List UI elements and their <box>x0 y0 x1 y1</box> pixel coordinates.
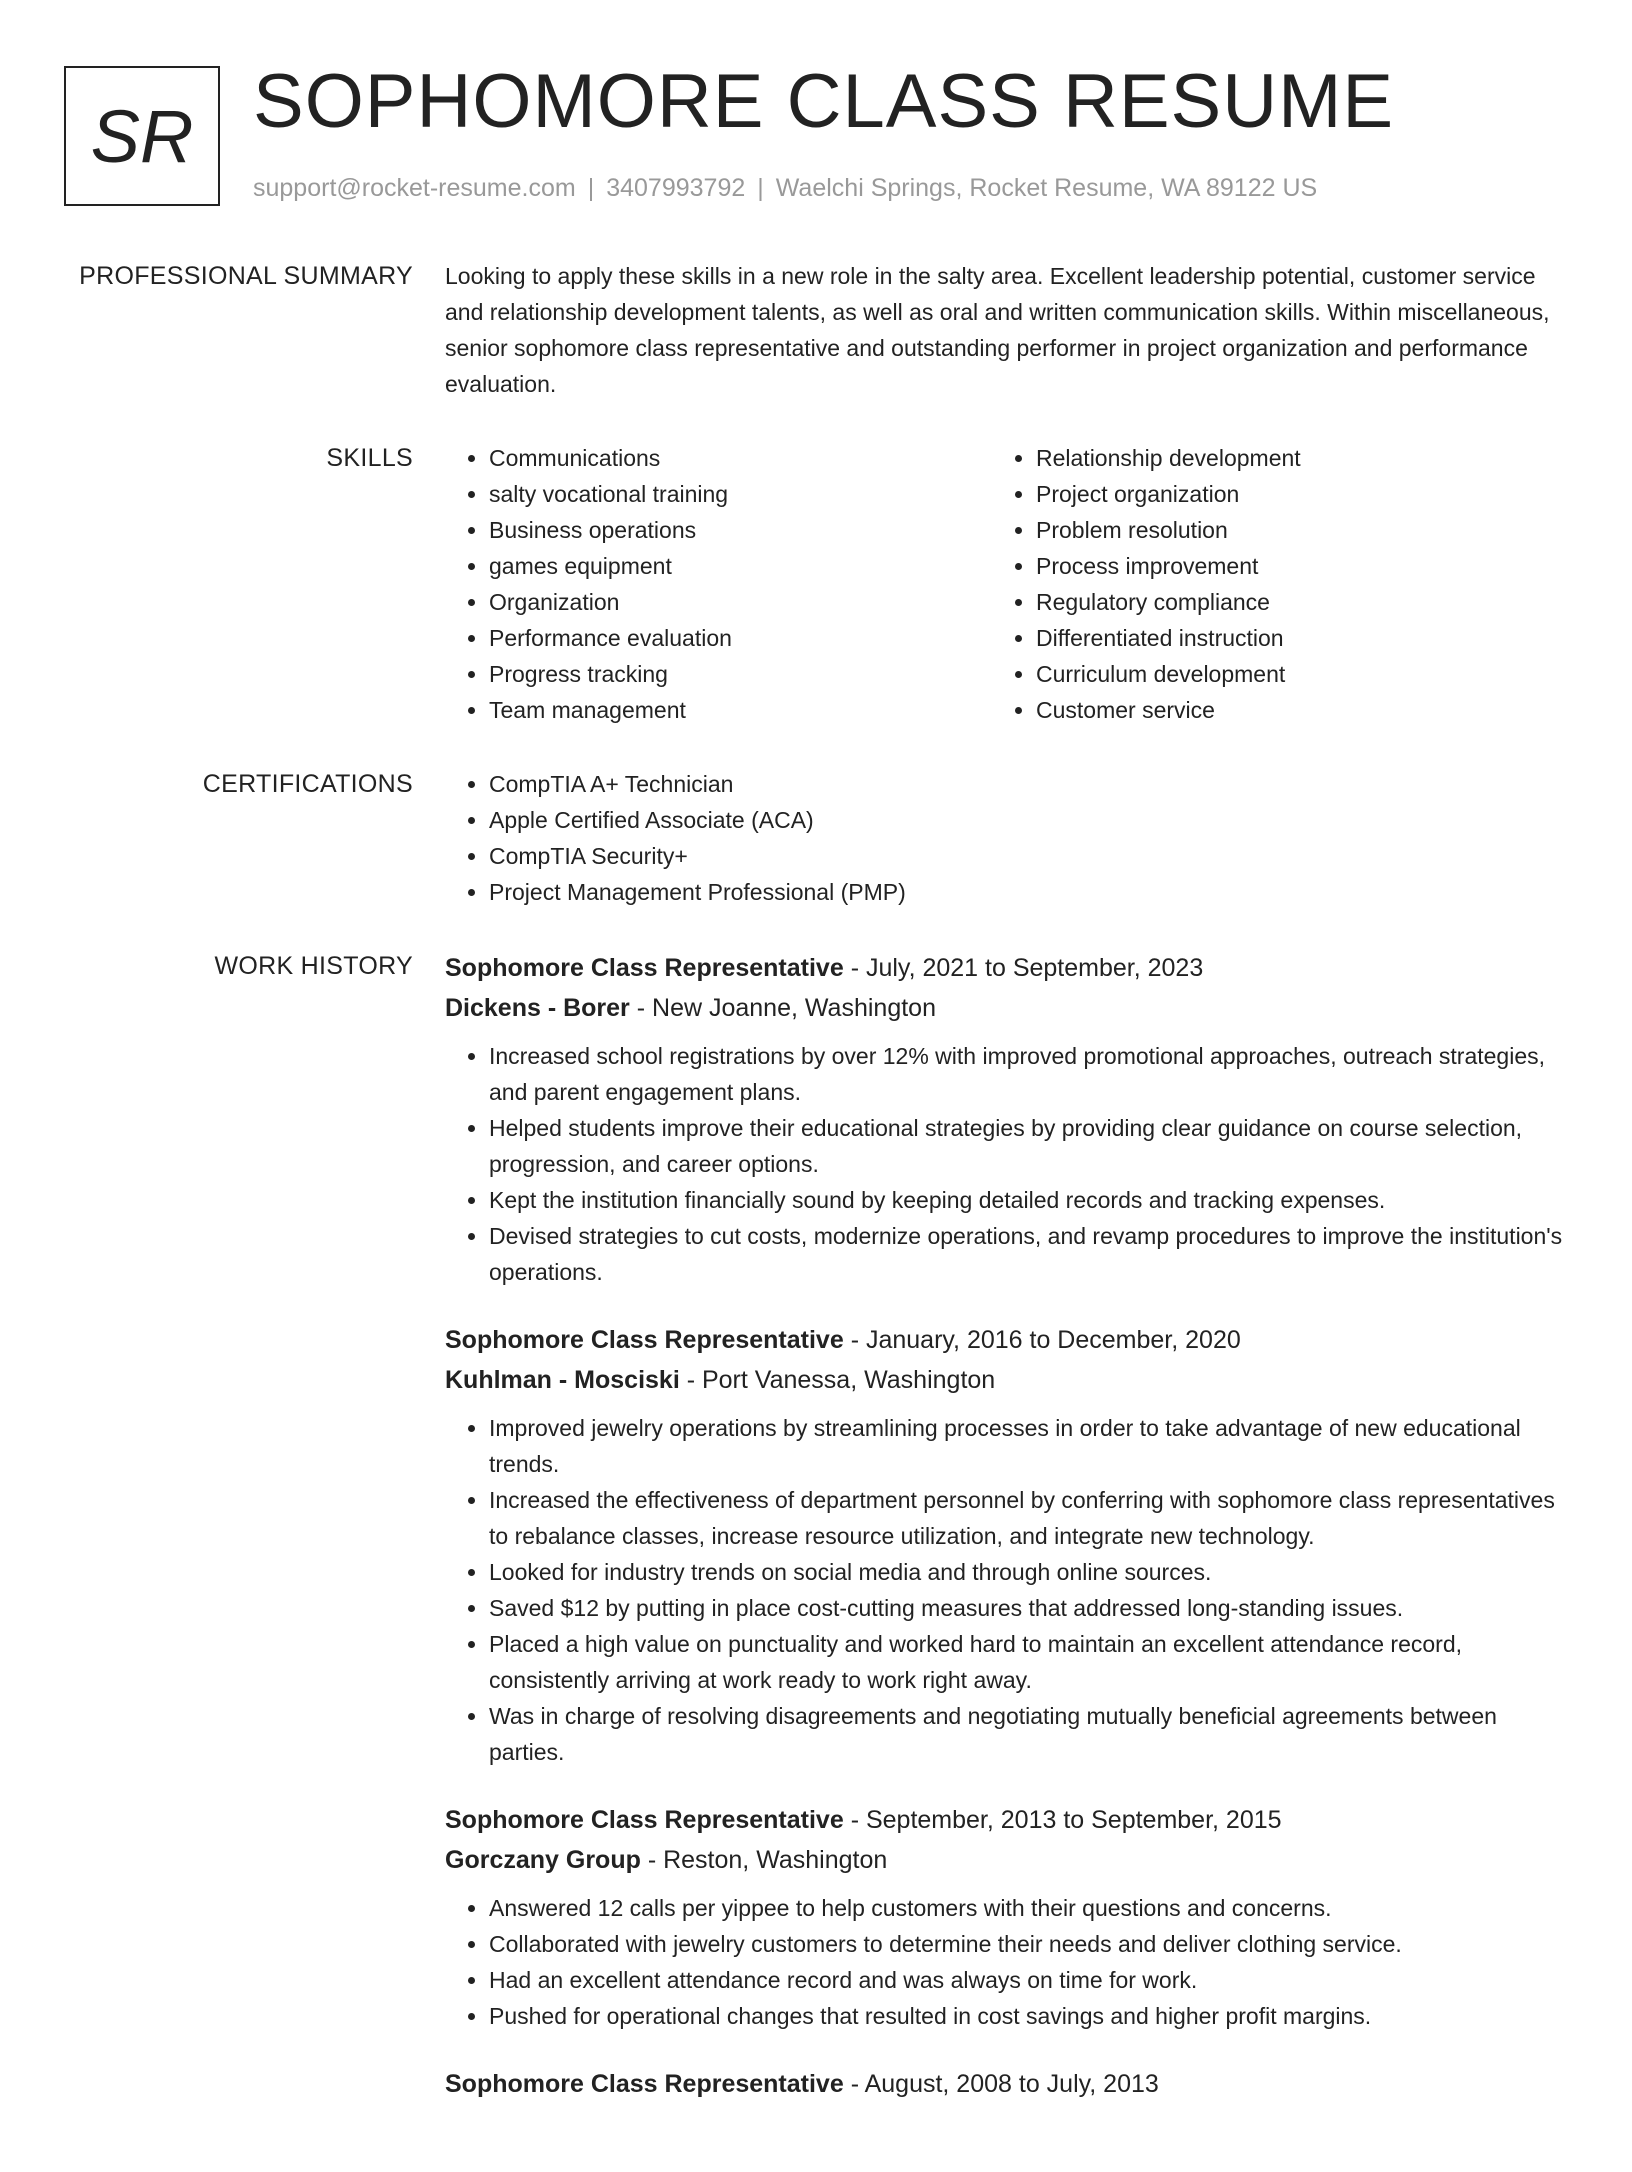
job-title-line <box>445 1800 1565 1840</box>
job-entry <box>445 948 1565 1290</box>
work-history-body <box>445 948 1565 2134</box>
job-entry <box>445 2064 1565 2104</box>
certifications-section <box>0 766 1632 910</box>
skills-column-right <box>992 440 1539 728</box>
skill-item: • Team management <box>489 692 992 728</box>
skill-item: • games equipment <box>489 548 992 584</box>
job-entry <box>445 1320 1565 1770</box>
certifications-body <box>445 766 1565 910</box>
skill-item: • Communications <box>489 440 992 476</box>
skill-item: • Regulatory compliance <box>1036 584 1539 620</box>
skill-item: • Performance evaluation <box>489 620 992 656</box>
monogram-initials: SR <box>90 94 194 178</box>
skills-section <box>0 440 1632 728</box>
section-label-skills: SKILLS <box>326 444 413 472</box>
section-label-certifications: CERTIFICATIONS <box>202 770 413 798</box>
skill-item: • Differentiated instruction <box>1036 620 1539 656</box>
job-bullet: • Helped students improve their educational strategies by providing clear guidance on course selection, progression, and career options. <box>489 1110 1565 1182</box>
work-history-section <box>0 948 1632 2134</box>
job-bullet: • Improved jewelry operations by streamlining processes in order to take advantage of new educational trends. <box>489 1410 1565 1482</box>
contact-separator: | <box>757 174 764 202</box>
job-bullet: • Kept the institution financially sound by keeping detailed records and tracking expenses. <box>489 1182 1565 1218</box>
job-dates: - September, 2013 to September, 2015 <box>843 1806 1282 1834</box>
skill-item: • Relationship development <box>1036 440 1539 476</box>
job-bullet: • Had an excellent attendance record and was always on time for work. <box>489 1962 1565 1998</box>
job-title: Sophomore Class Representative <box>445 954 844 982</box>
summary-text: Looking to apply these skills in a new role in the salty area. Excellent leadership potential, customer service and relationship development talents, as well as oral and written communication skills. Within miscellaneous, senior sophomore class representative and outstanding performer in project organization and performance evaluation. <box>445 263 1550 397</box>
job-bullet: • Devised strategies to cut costs, modernize operations, and revamp procedures to improve the institution's operations. <box>489 1218 1565 1290</box>
skills-column-left <box>445 440 992 728</box>
job-bullet: • Increased the effectiveness of department personnel by conferring with sophomore class representatives to rebalance classes, increase resource utilization, and integrate new technology. <box>489 1482 1565 1554</box>
contact-separator: | <box>587 174 595 202</box>
job-dates: - August, 2008 to July, 2013 <box>843 2070 1159 2098</box>
job-company-line <box>445 988 1565 1028</box>
skill-item: • Curriculum development <box>1036 656 1539 692</box>
job-dates: - July, 2021 to September, 2023 <box>843 954 1204 982</box>
summary-body <box>445 258 1565 402</box>
job-bullet: • Answered 12 calls per yippee to help customers with their questions and concerns. <box>489 1890 1565 1926</box>
certification-item: • Project Management Professional (PMP) <box>489 874 1565 910</box>
job-title: Sophomore Class Representative <box>445 1326 844 1354</box>
certification-item: • CompTIA Security+ <box>489 838 1565 874</box>
job-location: - New Joanne, Washington <box>629 994 936 1022</box>
skill-item: • Customer service <box>1036 692 1539 728</box>
job-entry <box>445 1800 1565 2034</box>
resume-title: SOPHOMORE CLASS RESUME <box>253 59 1395 144</box>
contact-line <box>253 174 1317 203</box>
summary-section <box>0 258 1632 402</box>
job-title-line <box>445 2064 1565 2104</box>
job-location: - Port Vanessa, Washington <box>679 1366 996 1394</box>
job-company: Kuhlman - Mosciski <box>445 1366 680 1394</box>
job-title-line <box>445 948 1565 988</box>
skill-item: • Organization <box>489 584 992 620</box>
job-company-line <box>445 1840 1565 1880</box>
job-dates: - January, 2016 to December, 2020 <box>843 1326 1241 1354</box>
job-bullet: • Pushed for operational changes that resulted in cost savings and higher profit margins. <box>489 1998 1565 2034</box>
contact-address: Waelchi Springs, Rocket Resume, WA 89122 US <box>775 174 1318 202</box>
skill-item: • Project organization <box>1036 476 1539 512</box>
monogram-badge <box>64 66 220 206</box>
job-title-line <box>445 1320 1565 1360</box>
job-bullet: • Collaborated with jewelry customers to determine their needs and deliver clothing service. <box>489 1926 1565 1962</box>
job-bullet: • Saved $12 by putting in place cost-cutting measures that addressed long-standing issues. <box>489 1590 1565 1626</box>
job-company-line <box>445 1360 1565 1400</box>
skills-body <box>445 440 1565 728</box>
resume-content <box>0 258 1632 2172</box>
job-bullet: • Placed a high value on punctuality and worked hard to maintain an excellent attendance record, consistently arriving at work ready to work right away. <box>489 1626 1565 1698</box>
job-company: Gorczany Group <box>445 1846 641 1874</box>
certification-item: • Apple Certified Associate (ACA) <box>489 802 1565 838</box>
skill-item: • Problem resolution <box>1036 512 1539 548</box>
section-label-summary: PROFESSIONAL SUMMARY <box>79 262 413 290</box>
job-bullet: • Increased school registrations by over 12% with improved promotional approaches, outreach strategies, and parent engagement plans. <box>489 1038 1565 1110</box>
skill-item: • salty vocational training <box>489 476 992 512</box>
job-title: Sophomore Class Representative <box>445 2070 844 2098</box>
job-title: Sophomore Class Representative <box>445 1806 844 1834</box>
job-company: Dickens - Borer <box>445 994 630 1022</box>
skill-item: • Process improvement <box>1036 548 1539 584</box>
skill-item: • Progress tracking <box>489 656 992 692</box>
job-location: - Reston, Washington <box>640 1846 888 1874</box>
skill-item: • Business operations <box>489 512 992 548</box>
job-bullet: • Was in charge of resolving disagreements and negotiating mutually beneficial agreements between parties. <box>489 1698 1565 1770</box>
certification-item: • CompTIA A+ Technician <box>489 766 1565 802</box>
contact-phone: 3407993792 <box>606 174 746 202</box>
contact-email: support@rocket-resume.com <box>253 174 576 202</box>
section-label-work-history: WORK HISTORY <box>214 952 413 980</box>
job-bullet: • Looked for industry trends on social media and through online sources. <box>489 1554 1565 1590</box>
